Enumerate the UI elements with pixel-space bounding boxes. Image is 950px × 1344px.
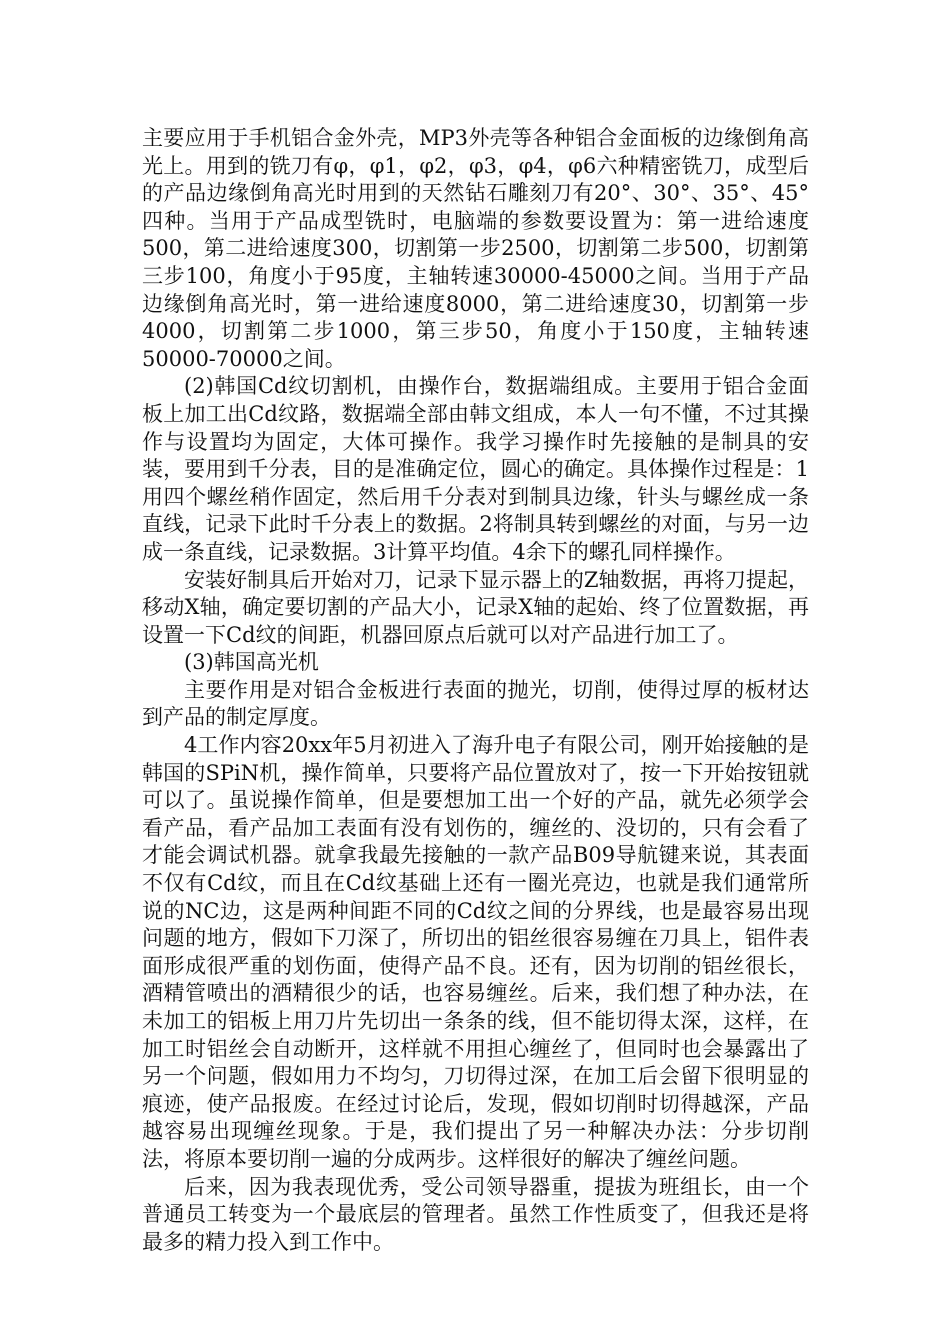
paragraph-highlight-machine-purpose: 主要作用是对铝合金板进行表面的抛光，切削，使得过厚的板材达到产品的制定厚度。	[142, 677, 809, 730]
paragraph-cd-cutter: (2)韩国Cd纹切割机，由操作台，数据端组成。主要用于铝合金面板上加工出Cd纹路，数据端全部由韩文组成，本人一句不懂，不过其操作与设置均为固定，大体可操作。我学习操作时先接触的是制具的安装，要用到千分表，目的是准确定位，圆心的确定。具体操作过程是：1用四个螺丝稍作固定，然后用千分表对到制具边缘，针头与螺丝成一条直线，记录下此时千分表上的数据。2将制具转到螺丝的对面，与另一边成一条直线，记录数据。3计算平均值。4余下的螺孔同样操作。	[142, 374, 809, 564]
paragraph-promotion: 后来，因为我表现优秀，受公司领导器重，提拔为班组长，由一个普通员工转变为一个最底层的管理者。虽然工作性质变了，但我还是将最多的精力投入到工作中。	[142, 1174, 809, 1254]
paragraph-work-content: 4工作内容20xx年5月初进入了海升电子有限公司，刚开始接触的是韩国的SPiN机，操作简单，只要将产品位置放对了，按一下开始按钮就可以了。虽说操作简单，但是要想加工出一个好的产品，就先必须学会看产品，看产品加工表面有没有划伤的，缠丝的、没切的，只有会看了才能会调试机器。就拿我最先接触的一款产品B09导航键来说，其表面不仅有Cd纹，而且在Cd纹基础上还有一圈光亮边，也就是我们通常所说的NC边，这是两种间距不同的Cd纹之间的分界线，也是最容易出现问题的地方，假如下刀深了，所切出的铝丝很容易缠在刀具上，铝件表面形成很严重的划伤面，使得产品不良。还有，因为切削的铝丝很长，酒精管喷出的酒精很少的话，也容易缠丝。后来，我们想了种办法，在未加工的铝板上用刀片先切出一条条的线，但不能切得太深，这样，在加工时铝丝会自动断开，这样就不用担心缠丝了，但同时也会暴露出了另一个问题，假如用力不均匀，刀切得过深，在加工后会留下很明显的痕迹，使产品报废。在经过讨论后，发现，假如切削时切得越深，产品越容易出现缠丝现象。于是，我们提出了另一种解决办法：分步切削法，将原本要切削一遍的分成两步。这样很好的解决了缠丝问题。	[142, 733, 809, 1171]
document-body	[142, 125, 809, 1256]
paragraph-highlight-machine-heading: (3)韩国高光机	[184, 650, 319, 675]
paragraph-milling-parameters: 主要应用于手机铝合金外壳，MP3外壳等各种铝合金面板的边缘倒角高光上。用到的铣刀有φ，φ1，φ2，φ3，φ4，φ6六种精密铣刀，成型后的产品边缘倒角高光时用到的天然钻石雕刻刀有20°、30°、35°、45°四种。当用于产品成型铣时，电脑端的参数要设置为：第一进给速度500，第二进给速度300，切割第一步2500，切割第二步500，切割第三步100，角度小于95度，主轴转速30000-45000之间。当用于产品边缘倒角高光时，第一进给速度8000，第二进给速度30，切割第一步4000，切割第二步1000，第三步50，角度小于150度，主轴转速50000-70000之间。	[142, 126, 809, 371]
paragraph-tool-setting: 安装好制具后开始对刀，记录下显示器上的Z轴数据，再将刀提起，移动X轴，确定要切割的产品大小，记录X轴的起始、终了位置数据，再设置一下Cd纹的间距，机器回原点后就可以对产品进行加工了。	[142, 567, 809, 647]
